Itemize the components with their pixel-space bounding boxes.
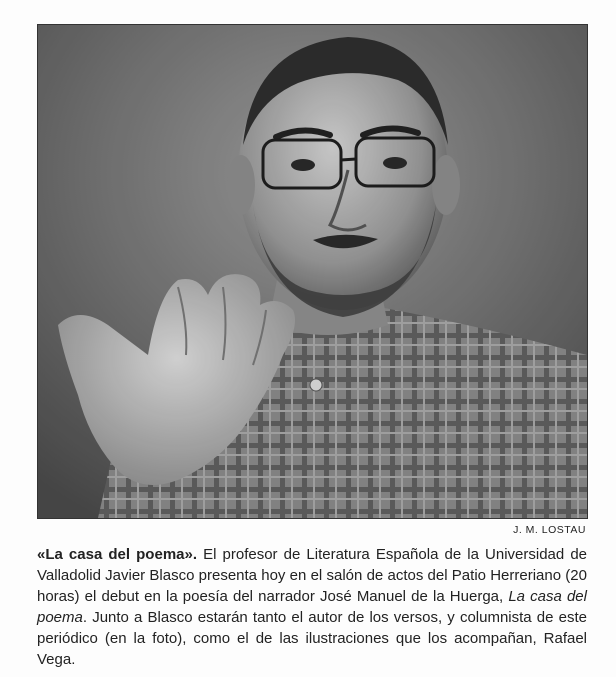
portrait-illustration (38, 25, 587, 518)
caption (37, 544, 587, 670)
photo-credit: J. M. LOSTAU (513, 524, 586, 536)
caption-book-title: La casa del poema (37, 588, 587, 626)
caption-text-1: El profesor de Literatura Española de la Universidad de Valladolid Javier Blasco presenta hoy en el salón de actos del Patio Herreriano (20 horas) el debut en la poesía del narrador José Manuel de la Huerga, (37, 546, 587, 605)
caption-text-2: . Junto a Blasco estarán tanto el autor de los versos, y columnista de este periódico (en la foto), como el de las ilustraciones que los acompañan, Rafael Vega. (37, 609, 587, 668)
portrait-photo (37, 24, 588, 519)
caption-lead: «La casa del poema». (37, 546, 198, 563)
